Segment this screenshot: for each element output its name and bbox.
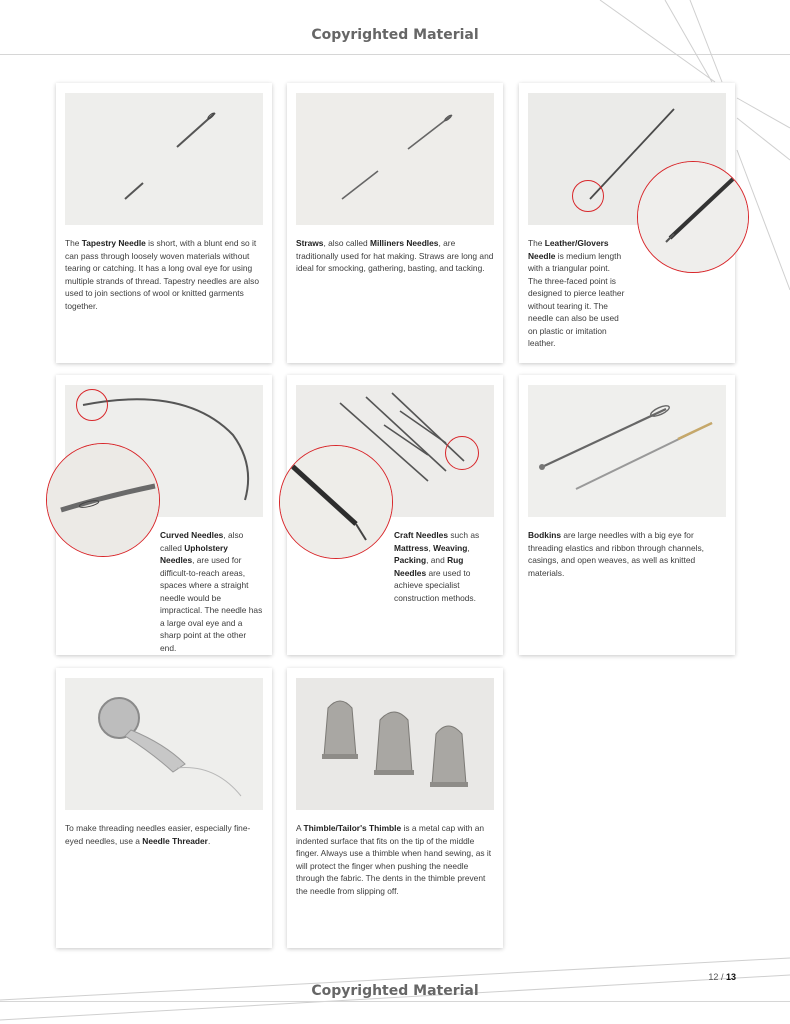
straws-caption: Straws, also called Milliners Needles, are traditionally used for hat making. Straws are long and ideal for smocking, gathering, basting, and tacking. xyxy=(296,238,494,273)
card-straws xyxy=(287,83,503,363)
craft-detail-ring xyxy=(445,436,479,470)
footer-rule xyxy=(0,1001,790,1002)
footer-title: Copyrighted Material xyxy=(311,983,479,999)
header-title: Copyrighted Material xyxy=(311,27,479,43)
card-tapestry-needle xyxy=(56,83,272,363)
card-craft-needles xyxy=(287,375,503,655)
leather-zoom-circle xyxy=(637,161,749,273)
needle-threader-photo xyxy=(65,678,263,810)
curved-detail-ring xyxy=(76,389,108,421)
bodkins-photo xyxy=(528,385,726,517)
curved-needles-caption: Curved Needles, also called Upholstery Needles, are used for difficult-to-reach areas, spaces where a straight needle would be impractical. The needle has a large oval eye and a sharp point at the other end. xyxy=(160,530,263,653)
needle-threader-caption: To make threading needles easier, especially fine-eyed needles, use a Needle Threader. xyxy=(65,823,251,846)
thimble-caption: A Thimble/Tailor's Thimble is a metal cap with an indented surface that fits on the tip of the middle finger. Always use a thimble when hand sewing, as it will protect the finger when pushing the needle through the fabric. The dents in the thimble prevent the needle from slipping off. xyxy=(296,823,492,896)
leather-detail-ring xyxy=(572,180,604,212)
bodkins-caption: Bodkins are large needles with a big eye for threading elastics and ribbon through channels, casings, and open weaves, as well as knitted materials. xyxy=(528,530,704,578)
header-rule xyxy=(0,54,790,55)
card-thimble xyxy=(287,668,503,948)
straws-photo xyxy=(296,93,494,225)
card-curved-needles xyxy=(56,375,272,655)
card-bodkins xyxy=(519,375,735,655)
tapestry-needle-caption: The Tapestry Needle is short, with a blunt end so it can pass through loosely woven materials without tearing or catching. It has a long oval eye for using multiple strands of thread. Tapestry needles are also used to join sections of wool or knitted garments together. xyxy=(65,238,259,311)
card-leather-needle xyxy=(519,83,735,363)
thimble-photo xyxy=(296,678,494,810)
leather-needle-caption: The Leather/Glovers Needle is medium length with a triangular point. The three-faced point is designed to pierce leather without tearing it. The needle can also be used on plastic or imitation leather. xyxy=(528,238,625,348)
craft-needles-caption: Craft Needles such as Mattress, Weaving, Packing, and Rug Needles are used to achieve specialist construction methods. xyxy=(394,530,480,603)
card-needle-threader xyxy=(56,668,272,948)
tapestry-needle-photo xyxy=(65,93,263,225)
page-number: 12 / 13 xyxy=(708,972,736,982)
